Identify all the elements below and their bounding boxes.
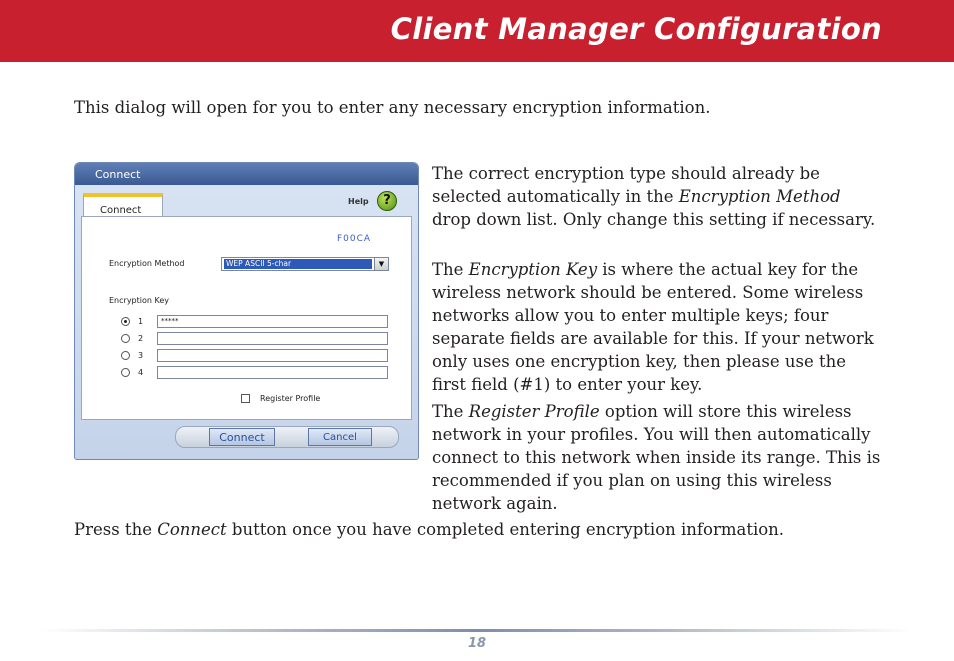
intro-text: This dialog will open for you to enter any necessary encryption information. bbox=[74, 98, 711, 117]
key-number-3: 3 bbox=[138, 351, 144, 360]
dialog-button-bar bbox=[175, 426, 399, 448]
key-number-2: 2 bbox=[138, 334, 144, 343]
encryption-method-label: Encryption Method bbox=[109, 259, 185, 268]
encryption-method-value: WEP ASCII 5-char bbox=[224, 259, 372, 269]
p2-emphasis: Encryption Key bbox=[468, 260, 598, 279]
help-icon[interactable]: ? bbox=[377, 191, 397, 211]
encryption-method-select[interactable] bbox=[221, 257, 389, 271]
p1-text-a: The correct encryption type should already be selected automatically in the bbox=[432, 164, 820, 206]
header-band bbox=[0, 0, 954, 62]
p1-emphasis: Encryption Method bbox=[678, 187, 841, 206]
register-profile-label: Register Profile bbox=[260, 394, 321, 403]
help-label: Help bbox=[348, 197, 369, 206]
p2-text-a: The bbox=[432, 260, 469, 279]
p3-text-b: option will store this wireless network in your profiles. You will then automatically connect to this network when inside its range. This is recommended if you plan on using this wireless network again. bbox=[432, 402, 881, 513]
p3-emphasis: Register Profile bbox=[468, 402, 600, 421]
key-radio-4[interactable] bbox=[121, 368, 130, 377]
register-profile-checkbox[interactable] bbox=[241, 394, 250, 403]
key-number-4: 4 bbox=[138, 368, 144, 377]
key-field-2[interactable] bbox=[157, 332, 388, 345]
dialog-titlebar bbox=[75, 163, 418, 185]
outro-emphasis: Connect bbox=[157, 520, 227, 539]
chevron-down-icon[interactable]: ▼ bbox=[374, 258, 388, 270]
p3-text-a: The bbox=[432, 402, 469, 421]
outro-text-a: Press the bbox=[74, 520, 158, 539]
key-radio-2[interactable] bbox=[121, 334, 130, 343]
cancel-button[interactable]: Cancel bbox=[308, 428, 372, 446]
key-field-1[interactable]: ***** bbox=[157, 315, 388, 328]
key-field-4[interactable] bbox=[157, 366, 388, 379]
connect-dialog bbox=[74, 162, 419, 460]
key-radio-1[interactable] bbox=[121, 317, 130, 326]
tab-label: Connect bbox=[100, 205, 142, 216]
key-radio-3[interactable] bbox=[121, 351, 130, 360]
encryption-key-label: Encryption Key bbox=[109, 296, 169, 305]
paragraph-encryption-method bbox=[432, 162, 877, 231]
outro-text-b: button once you have completed entering encryption information. bbox=[226, 520, 785, 539]
paragraph-encryption-key bbox=[432, 258, 877, 396]
connect-button[interactable]: Connect bbox=[209, 428, 275, 446]
paragraph-register-profile bbox=[432, 400, 887, 515]
p2-text-b: is where the actual key for the wireless network should be entered. Some wireless networks allow you to enter multiple keys; four separate fields are available for this. If your network only uses one encryption key, then please use the first field (#1) to enter your key. bbox=[432, 260, 874, 394]
key-field-3[interactable] bbox=[157, 349, 388, 362]
dialog-title: Connect bbox=[95, 168, 141, 181]
tab-connect[interactable] bbox=[83, 193, 163, 217]
page-title: Client Manager Configuration bbox=[390, 12, 882, 46]
network-ssid: F00CA bbox=[337, 234, 372, 244]
key-number-1: 1 bbox=[138, 317, 144, 326]
footer-divider bbox=[40, 629, 914, 632]
page-number: 18 bbox=[467, 636, 487, 651]
p1-text-b: drop down list. Only change this setting if necessary. bbox=[432, 210, 876, 229]
outro-text bbox=[74, 518, 894, 541]
